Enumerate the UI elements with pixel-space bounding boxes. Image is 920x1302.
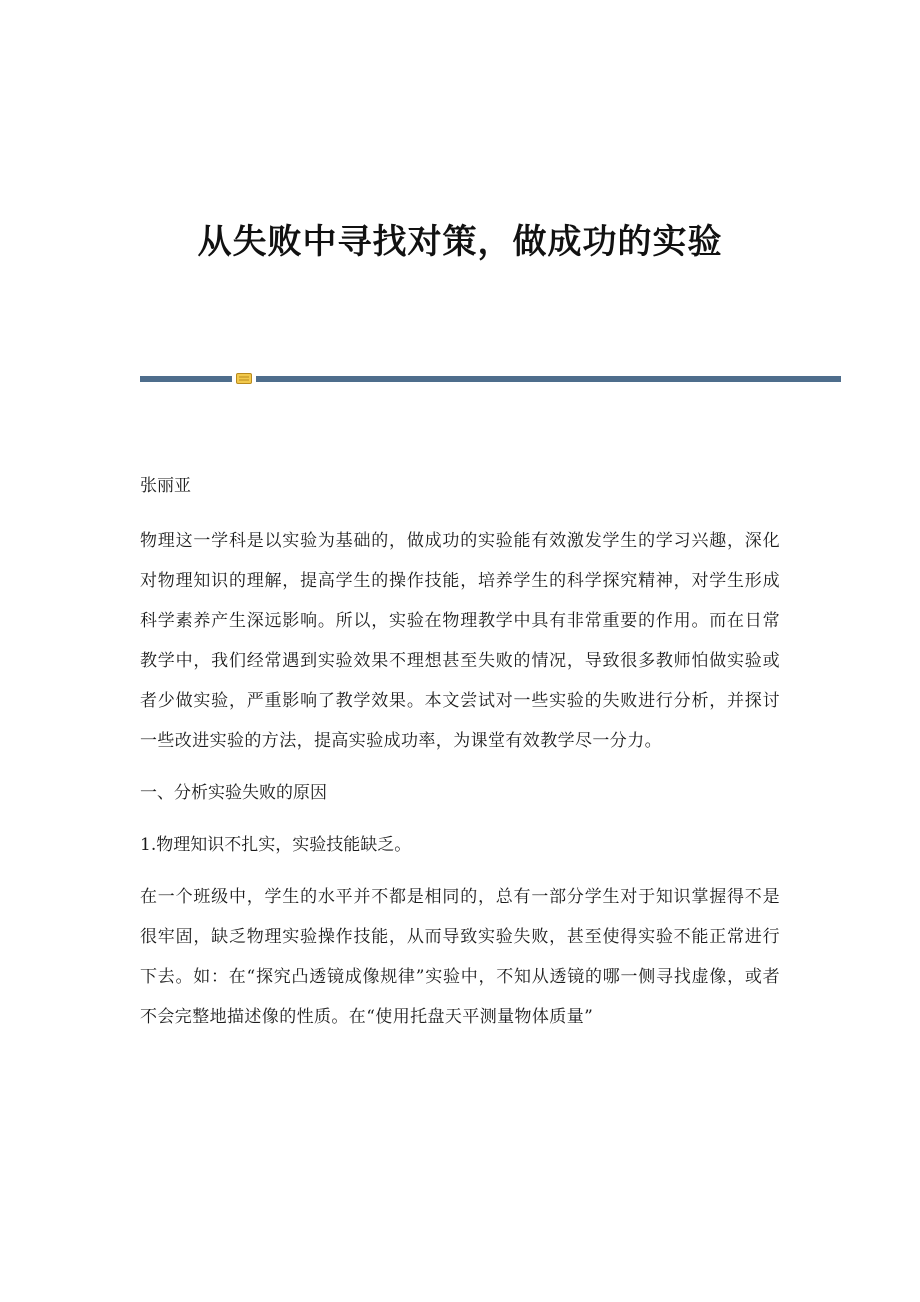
title-divider xyxy=(140,373,841,384)
divider-bar-left xyxy=(140,376,232,382)
intro-paragraph: 物理这一学科是以实验为基础的，做成功的实验能有效激发学生的学习兴趣，深化对物理知识的理解，提高学生的操作技能，培养学生的科学探究精神，对学生形成科学素养产生深远影响。所以，实验在物理教学中具有非常重要的作用。而在日常教学中，我们经常遇到实验效果不理想甚至失败的情况，导致很多教师怕做实验或者少做实验，严重影响了教学效果。本文尝试对一些实验的失败进行分析，并探讨一些改进实验的方法，提高实验成功率，为课堂有效教学尽一分力。 xyxy=(140,531,780,751)
section-heading: 一、分析实验失败的原因 xyxy=(140,783,327,803)
subheading: 1.物理知识不扎实，实验技能缺乏。 xyxy=(140,835,412,855)
divider-bar-right xyxy=(256,376,841,382)
book-emblem-icon xyxy=(236,373,252,384)
article-body xyxy=(140,466,780,1049)
page-title: 从失败中寻找对策，做成功的实验 xyxy=(197,222,723,262)
author-name: 张丽亚 xyxy=(140,476,191,496)
body-paragraph: 在一个班级中，学生的水平并不都是相同的，总有一部分学生对于知识掌握得不是很牢固，缺乏物理实验操作技能，从而导致实验失败，甚至使得实验不能正常进行下去。如：在“探究凸透镜成像规律”实验中，不知从透镜的哪一侧寻找虚像，或者不会完整地描述像的性质。在“使用托盘天平测量物体质量” xyxy=(140,887,780,1027)
